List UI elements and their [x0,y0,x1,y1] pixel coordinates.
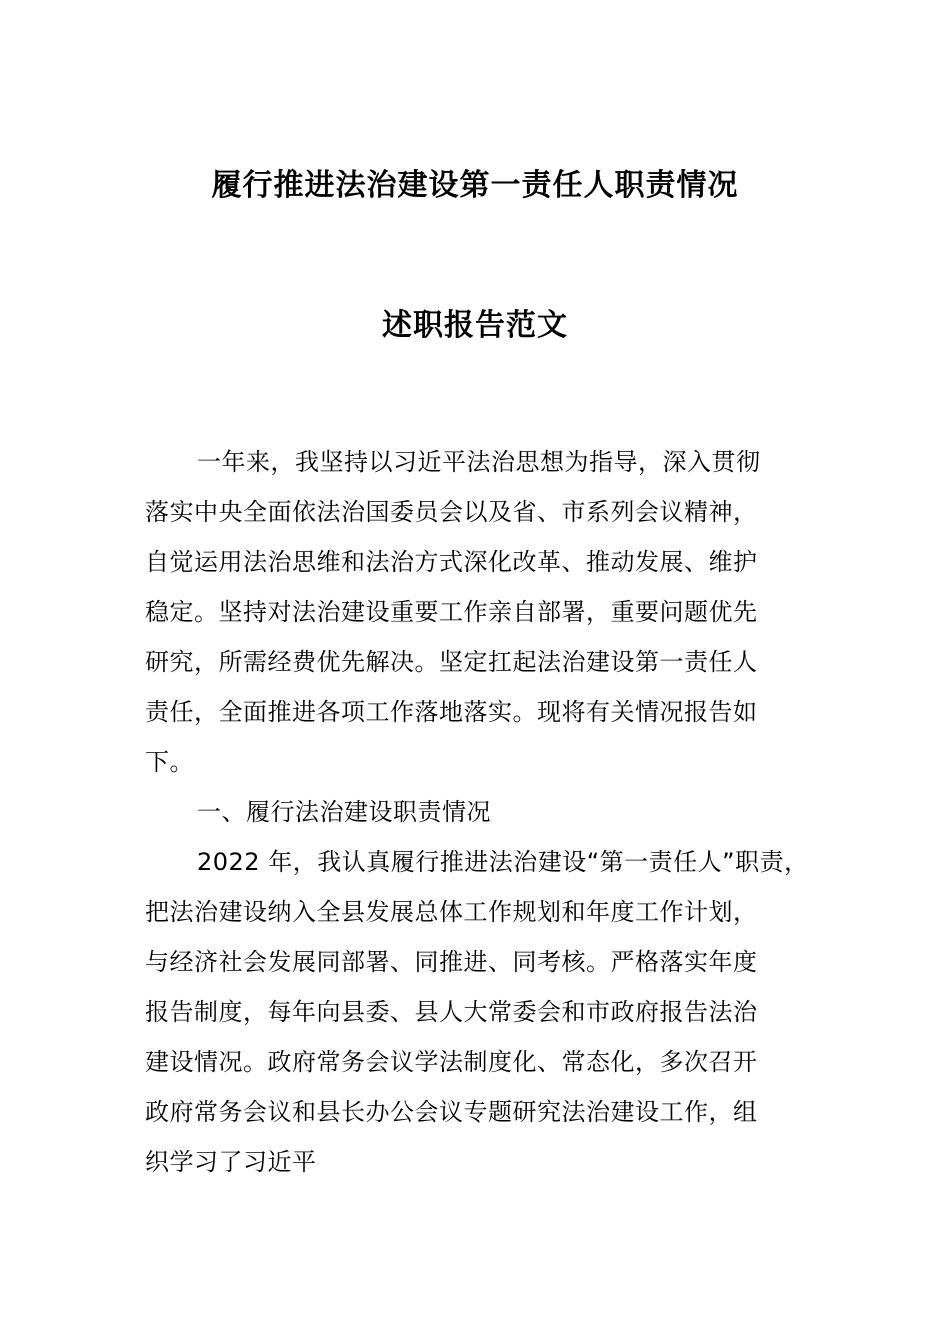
document-title-line-1: 履行推进法治建设第一责任人职责情况 [211,168,739,203]
document-title-line-2: 述职报告范文 [382,308,568,343]
paragraph-1-line: 稳定。坚持对法治建设重要工作亲自部署，重要问题优先 [145,598,758,626]
paragraph-1-line: 责任，全面推进各项工作落地落实。现将有关情况报告如 [145,698,758,726]
paragraph-1-line: 自觉运用法治思维和法治方式深化改革、推动发展、维护 [145,548,758,576]
section-1-heading: 一、履行法治建设职责情况 [197,798,491,826]
paragraph-2-line: 报告制度，每年向县委、县人大常委会和市政府报告法治 [145,998,758,1026]
paragraph-2-line: 把法治建设纳入全县发展总体工作规划和年度工作计划， [145,898,758,926]
paragraph-1-line: 下。 [145,748,194,776]
paragraph-2-line: 建设情况。政府常务会议学法制度化、常态化，多次召开 [145,1048,758,1076]
paragraph-2-line: 2022 年，我认真履行推进法治建设“第一责任人”职责， [197,848,809,876]
paragraph-1-line: 一年来，我坚持以习近平法治思想为指导，深入贯彻 [197,448,761,476]
paragraph-2-line: 政府常务会议和县长办公会议专题研究法治建设工作，组 [145,1098,758,1126]
paragraph-2-line: 与经济社会发展同部署、同推进、同考核。严格落实年度 [145,948,758,976]
paragraph-1-line: 落实中央全面依法治国委员会以及省、市系列会议精神， [145,498,758,526]
paragraph-2-line: 织学习了习近平 [145,1148,317,1176]
paragraph-1-line: 研究，所需经费优先解决。坚定扛起法治建设第一责任人 [145,648,758,676]
